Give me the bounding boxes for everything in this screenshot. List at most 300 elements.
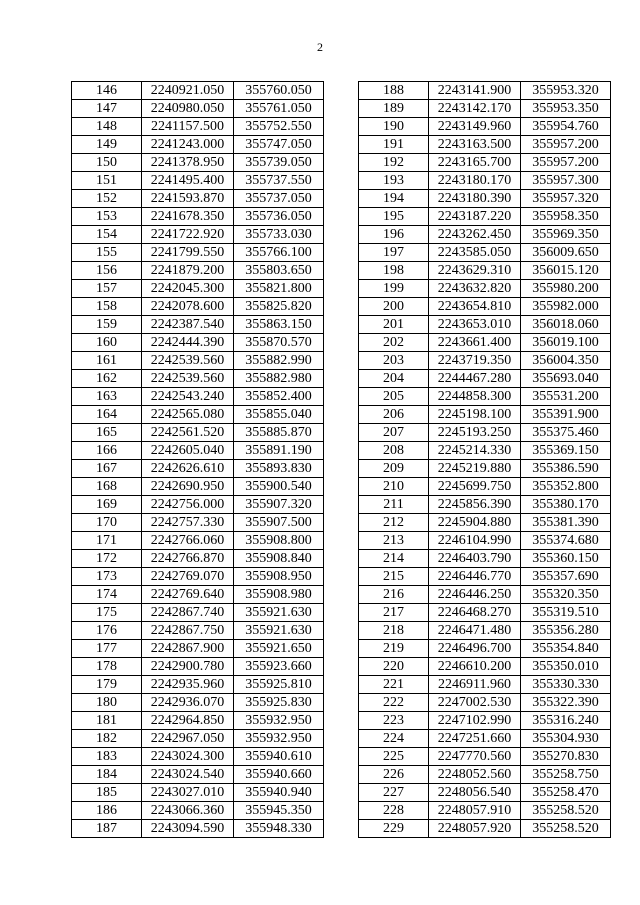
y-coordinate-cell: 355821.800 <box>234 280 324 298</box>
y-coordinate-cell: 356004.350 <box>521 352 611 370</box>
point-number-cell: 165 <box>72 424 142 442</box>
x-coordinate-cell: 2242766.060 <box>142 532 234 550</box>
point-number-cell: 201 <box>359 316 429 334</box>
y-coordinate-cell: 355319.510 <box>521 604 611 622</box>
table-row <box>72 622 324 640</box>
x-coordinate-cell: 2242756.000 <box>142 496 234 514</box>
table-row <box>359 334 611 352</box>
y-coordinate-cell: 355980.200 <box>521 280 611 298</box>
x-coordinate-cell: 2241799.550 <box>142 244 234 262</box>
table-row <box>359 370 611 388</box>
x-coordinate-cell: 2242605.040 <box>142 442 234 460</box>
y-coordinate-cell: 355747.050 <box>234 136 324 154</box>
x-coordinate-cell: 2245198.100 <box>429 406 521 424</box>
x-coordinate-cell: 2243585.050 <box>429 244 521 262</box>
point-number-cell: 228 <box>359 802 429 820</box>
table-row <box>359 262 611 280</box>
x-coordinate-cell: 2241722.920 <box>142 226 234 244</box>
point-number-cell: 163 <box>72 388 142 406</box>
point-number-cell: 176 <box>72 622 142 640</box>
point-number-cell: 161 <box>72 352 142 370</box>
table-row <box>359 658 611 676</box>
point-number-cell: 195 <box>359 208 429 226</box>
point-number-cell: 202 <box>359 334 429 352</box>
x-coordinate-cell: 2243629.310 <box>429 262 521 280</box>
point-number-cell: 200 <box>359 298 429 316</box>
table-row <box>359 784 611 802</box>
x-coordinate-cell: 2246471.480 <box>429 622 521 640</box>
y-coordinate-cell: 355803.650 <box>234 262 324 280</box>
x-coordinate-cell: 2246496.700 <box>429 640 521 658</box>
y-coordinate-cell: 355736.050 <box>234 208 324 226</box>
x-coordinate-cell: 2245856.390 <box>429 496 521 514</box>
table-row <box>359 730 611 748</box>
point-number-cell: 227 <box>359 784 429 802</box>
table-row <box>72 712 324 730</box>
y-coordinate-cell: 355258.520 <box>521 802 611 820</box>
y-coordinate-cell: 355356.280 <box>521 622 611 640</box>
x-coordinate-cell: 2248057.910 <box>429 802 521 820</box>
x-coordinate-cell: 2248057.920 <box>429 820 521 838</box>
point-number-cell: 182 <box>72 730 142 748</box>
point-number-cell: 221 <box>359 676 429 694</box>
table-row <box>359 748 611 766</box>
y-coordinate-cell: 355870.570 <box>234 334 324 352</box>
table-row <box>72 550 324 568</box>
point-number-cell: 188 <box>359 82 429 100</box>
table-row <box>72 766 324 784</box>
point-number-cell: 211 <box>359 496 429 514</box>
table-row <box>359 514 611 532</box>
table-row <box>72 190 324 208</box>
table-row <box>72 676 324 694</box>
table-row <box>72 802 324 820</box>
x-coordinate-cell: 2243632.820 <box>429 280 521 298</box>
point-number-cell: 146 <box>72 82 142 100</box>
x-coordinate-cell: 2244858.300 <box>429 388 521 406</box>
y-coordinate-cell: 355882.980 <box>234 370 324 388</box>
point-number-cell: 187 <box>72 820 142 838</box>
point-number-cell: 173 <box>72 568 142 586</box>
table-row <box>72 334 324 352</box>
table-row <box>359 460 611 478</box>
x-coordinate-cell: 2243024.300 <box>142 748 234 766</box>
y-coordinate-cell: 355908.800 <box>234 532 324 550</box>
x-coordinate-cell: 2246446.770 <box>429 568 521 586</box>
y-coordinate-cell: 355381.390 <box>521 514 611 532</box>
table-row <box>359 226 611 244</box>
x-coordinate-cell: 2243141.900 <box>429 82 521 100</box>
x-coordinate-cell: 2242690.950 <box>142 478 234 496</box>
point-number-cell: 226 <box>359 766 429 784</box>
table-row <box>72 298 324 316</box>
x-coordinate-cell: 2247251.660 <box>429 730 521 748</box>
point-number-cell: 208 <box>359 442 429 460</box>
y-coordinate-cell: 355320.350 <box>521 586 611 604</box>
point-number-cell: 199 <box>359 280 429 298</box>
y-coordinate-cell: 355948.330 <box>234 820 324 838</box>
table-row <box>359 820 611 838</box>
x-coordinate-cell: 2243142.170 <box>429 100 521 118</box>
table-row <box>72 640 324 658</box>
table-row <box>72 208 324 226</box>
table-row <box>359 280 611 298</box>
x-coordinate-cell: 2243661.400 <box>429 334 521 352</box>
y-coordinate-cell: 355893.830 <box>234 460 324 478</box>
point-number-cell: 162 <box>72 370 142 388</box>
table-row <box>359 550 611 568</box>
point-number-cell: 167 <box>72 460 142 478</box>
point-number-cell: 212 <box>359 514 429 532</box>
point-number-cell: 150 <box>72 154 142 172</box>
y-coordinate-cell: 355969.350 <box>521 226 611 244</box>
table-row <box>72 424 324 442</box>
table-row <box>72 280 324 298</box>
table-row <box>359 118 611 136</box>
x-coordinate-cell: 2246468.270 <box>429 604 521 622</box>
y-coordinate-cell: 355766.100 <box>234 244 324 262</box>
x-coordinate-cell: 2242078.600 <box>142 298 234 316</box>
y-coordinate-cell: 355316.240 <box>521 712 611 730</box>
table-row <box>72 658 324 676</box>
y-coordinate-cell: 355852.400 <box>234 388 324 406</box>
y-coordinate-cell: 355322.390 <box>521 694 611 712</box>
x-coordinate-cell: 2242539.560 <box>142 370 234 388</box>
point-number-cell: 179 <box>72 676 142 694</box>
x-coordinate-cell: 2242936.070 <box>142 694 234 712</box>
table-row <box>359 532 611 550</box>
table-row <box>72 442 324 460</box>
table-row <box>72 748 324 766</box>
x-coordinate-cell: 2242900.780 <box>142 658 234 676</box>
point-number-cell: 149 <box>72 136 142 154</box>
point-number-cell: 172 <box>72 550 142 568</box>
y-coordinate-cell: 355354.840 <box>521 640 611 658</box>
table-row <box>72 730 324 748</box>
y-coordinate-cell: 355957.200 <box>521 154 611 172</box>
table-row <box>72 514 324 532</box>
y-coordinate-cell: 355940.660 <box>234 766 324 784</box>
x-coordinate-cell: 2245219.880 <box>429 460 521 478</box>
x-coordinate-cell: 2245904.880 <box>429 514 521 532</box>
y-coordinate-cell: 355921.630 <box>234 604 324 622</box>
y-coordinate-cell: 355907.320 <box>234 496 324 514</box>
point-number-cell: 217 <box>359 604 429 622</box>
point-number-cell: 192 <box>359 154 429 172</box>
y-coordinate-cell: 355733.030 <box>234 226 324 244</box>
y-coordinate-cell: 355957.200 <box>521 136 611 154</box>
point-number-cell: 193 <box>359 172 429 190</box>
table-row <box>72 388 324 406</box>
point-number-cell: 204 <box>359 370 429 388</box>
table-row <box>72 586 324 604</box>
table-row <box>72 136 324 154</box>
x-coordinate-cell: 2242769.640 <box>142 586 234 604</box>
point-number-cell: 220 <box>359 658 429 676</box>
table-row <box>359 154 611 172</box>
x-coordinate-cell: 2242757.330 <box>142 514 234 532</box>
y-coordinate-cell: 355391.900 <box>521 406 611 424</box>
y-coordinate-cell: 355958.350 <box>521 208 611 226</box>
table-row <box>72 226 324 244</box>
table-row <box>359 802 611 820</box>
point-number-cell: 218 <box>359 622 429 640</box>
point-number-cell: 148 <box>72 118 142 136</box>
x-coordinate-cell: 2242867.750 <box>142 622 234 640</box>
table-row <box>359 568 611 586</box>
table-row <box>359 82 611 100</box>
x-coordinate-cell: 2243149.960 <box>429 118 521 136</box>
x-coordinate-cell: 2248052.560 <box>429 766 521 784</box>
y-coordinate-cell: 355953.350 <box>521 100 611 118</box>
table-row <box>72 82 324 100</box>
x-coordinate-cell: 2240921.050 <box>142 82 234 100</box>
y-coordinate-cell: 355953.320 <box>521 82 611 100</box>
table-row <box>359 172 611 190</box>
point-number-cell: 170 <box>72 514 142 532</box>
y-coordinate-cell: 355908.840 <box>234 550 324 568</box>
point-number-cell: 191 <box>359 136 429 154</box>
x-coordinate-cell: 2245193.250 <box>429 424 521 442</box>
y-coordinate-cell: 355258.470 <box>521 784 611 802</box>
y-coordinate-cell: 355739.050 <box>234 154 324 172</box>
y-coordinate-cell: 355258.750 <box>521 766 611 784</box>
x-coordinate-cell: 2243653.010 <box>429 316 521 334</box>
table-row <box>359 424 611 442</box>
table-row <box>359 352 611 370</box>
y-coordinate-cell: 355907.500 <box>234 514 324 532</box>
table-row <box>72 784 324 802</box>
y-coordinate-cell: 355954.760 <box>521 118 611 136</box>
y-coordinate-cell: 356018.060 <box>521 316 611 334</box>
y-coordinate-cell: 355693.040 <box>521 370 611 388</box>
point-number-cell: 190 <box>359 118 429 136</box>
point-number-cell: 164 <box>72 406 142 424</box>
x-coordinate-cell: 2243187.220 <box>429 208 521 226</box>
y-coordinate-cell: 355825.820 <box>234 298 324 316</box>
table-row <box>72 316 324 334</box>
point-number-cell: 147 <box>72 100 142 118</box>
table-row <box>72 370 324 388</box>
table-row <box>359 712 611 730</box>
y-coordinate-cell: 355925.810 <box>234 676 324 694</box>
table-row <box>72 172 324 190</box>
point-number-cell: 151 <box>72 172 142 190</box>
table-row <box>72 604 324 622</box>
point-number-cell: 224 <box>359 730 429 748</box>
y-coordinate-cell: 355940.610 <box>234 748 324 766</box>
x-coordinate-cell: 2246403.790 <box>429 550 521 568</box>
point-number-cell: 169 <box>72 496 142 514</box>
point-number-cell: 229 <box>359 820 429 838</box>
point-number-cell: 159 <box>72 316 142 334</box>
point-number-cell: 203 <box>359 352 429 370</box>
x-coordinate-cell: 2244467.280 <box>429 370 521 388</box>
table-row <box>72 694 324 712</box>
table-row <box>359 604 611 622</box>
x-coordinate-cell: 2240980.050 <box>142 100 234 118</box>
x-coordinate-cell: 2242626.610 <box>142 460 234 478</box>
point-number-cell: 153 <box>72 208 142 226</box>
y-coordinate-cell: 355982.000 <box>521 298 611 316</box>
x-coordinate-cell: 2242543.240 <box>142 388 234 406</box>
point-number-cell: 194 <box>359 190 429 208</box>
y-coordinate-cell: 355863.150 <box>234 316 324 334</box>
point-number-cell: 152 <box>72 190 142 208</box>
table-row <box>359 478 611 496</box>
page-number: 2 <box>317 40 323 54</box>
point-number-cell: 196 <box>359 226 429 244</box>
point-number-cell: 166 <box>72 442 142 460</box>
y-coordinate-cell: 355921.650 <box>234 640 324 658</box>
y-coordinate-cell: 355375.460 <box>521 424 611 442</box>
x-coordinate-cell: 2246610.200 <box>429 658 521 676</box>
y-coordinate-cell: 355752.550 <box>234 118 324 136</box>
point-number-cell: 189 <box>359 100 429 118</box>
y-coordinate-cell: 355386.590 <box>521 460 611 478</box>
y-coordinate-cell: 355945.350 <box>234 802 324 820</box>
x-coordinate-cell: 2242539.560 <box>142 352 234 370</box>
table-row <box>72 478 324 496</box>
y-coordinate-cell: 355957.320 <box>521 190 611 208</box>
point-number-cell: 156 <box>72 262 142 280</box>
coordinate-table-right <box>358 81 611 838</box>
point-number-cell: 160 <box>72 334 142 352</box>
point-number-cell: 178 <box>72 658 142 676</box>
point-number-cell: 186 <box>72 802 142 820</box>
x-coordinate-cell: 2242964.850 <box>142 712 234 730</box>
table-row <box>359 406 611 424</box>
y-coordinate-cell: 355940.940 <box>234 784 324 802</box>
table-row <box>359 622 611 640</box>
y-coordinate-cell: 355360.150 <box>521 550 611 568</box>
y-coordinate-cell: 355352.800 <box>521 478 611 496</box>
y-coordinate-cell: 355760.050 <box>234 82 324 100</box>
y-coordinate-cell: 355330.330 <box>521 676 611 694</box>
table-row <box>359 496 611 514</box>
y-coordinate-cell: 355304.930 <box>521 730 611 748</box>
x-coordinate-cell: 2242967.050 <box>142 730 234 748</box>
x-coordinate-cell: 2246104.990 <box>429 532 521 550</box>
point-number-cell: 171 <box>72 532 142 550</box>
x-coordinate-cell: 2241378.950 <box>142 154 234 172</box>
table-row <box>359 586 611 604</box>
x-coordinate-cell: 2242565.080 <box>142 406 234 424</box>
point-number-cell: 225 <box>359 748 429 766</box>
y-coordinate-cell: 356009.650 <box>521 244 611 262</box>
y-coordinate-cell: 355350.010 <box>521 658 611 676</box>
table-row <box>72 352 324 370</box>
table-row <box>359 136 611 154</box>
table-row <box>72 532 324 550</box>
x-coordinate-cell: 2243180.390 <box>429 190 521 208</box>
y-coordinate-cell: 355932.950 <box>234 712 324 730</box>
y-coordinate-cell: 356019.100 <box>521 334 611 352</box>
point-number-cell: 185 <box>72 784 142 802</box>
y-coordinate-cell: 355369.150 <box>521 442 611 460</box>
table-row <box>72 820 324 838</box>
point-number-cell: 198 <box>359 262 429 280</box>
x-coordinate-cell: 2242561.520 <box>142 424 234 442</box>
point-number-cell: 206 <box>359 406 429 424</box>
point-number-cell: 155 <box>72 244 142 262</box>
point-number-cell: 180 <box>72 694 142 712</box>
table-row <box>72 244 324 262</box>
point-number-cell: 219 <box>359 640 429 658</box>
y-coordinate-cell: 355891.190 <box>234 442 324 460</box>
table-row <box>359 388 611 406</box>
y-coordinate-cell: 355761.050 <box>234 100 324 118</box>
point-number-cell: 210 <box>359 478 429 496</box>
table-row <box>359 316 611 334</box>
y-coordinate-cell: 355380.170 <box>521 496 611 514</box>
y-coordinate-cell: 355923.660 <box>234 658 324 676</box>
table-row <box>359 190 611 208</box>
table-row <box>72 262 324 280</box>
point-number-cell: 215 <box>359 568 429 586</box>
x-coordinate-cell: 2242387.540 <box>142 316 234 334</box>
x-coordinate-cell: 2246911.960 <box>429 676 521 694</box>
point-number-cell: 168 <box>72 478 142 496</box>
y-coordinate-cell: 355900.540 <box>234 478 324 496</box>
point-number-cell: 213 <box>359 532 429 550</box>
table-row <box>72 496 324 514</box>
x-coordinate-cell: 2246446.250 <box>429 586 521 604</box>
x-coordinate-cell: 2242766.870 <box>142 550 234 568</box>
point-number-cell: 183 <box>72 748 142 766</box>
x-coordinate-cell: 2247002.530 <box>429 694 521 712</box>
x-coordinate-cell: 2243066.360 <box>142 802 234 820</box>
point-number-cell: 181 <box>72 712 142 730</box>
point-number-cell: 207 <box>359 424 429 442</box>
y-coordinate-cell: 355921.630 <box>234 622 324 640</box>
table-row <box>72 568 324 586</box>
point-number-cell: 223 <box>359 712 429 730</box>
x-coordinate-cell: 2243654.810 <box>429 298 521 316</box>
point-number-cell: 197 <box>359 244 429 262</box>
x-coordinate-cell: 2247102.990 <box>429 712 521 730</box>
y-coordinate-cell: 355882.990 <box>234 352 324 370</box>
point-number-cell: 157 <box>72 280 142 298</box>
x-coordinate-cell: 2242444.390 <box>142 334 234 352</box>
x-coordinate-cell: 2242867.900 <box>142 640 234 658</box>
point-number-cell: 184 <box>72 766 142 784</box>
table-row <box>359 676 611 694</box>
x-coordinate-cell: 2243027.010 <box>142 784 234 802</box>
y-coordinate-cell: 355270.830 <box>521 748 611 766</box>
point-number-cell: 205 <box>359 388 429 406</box>
point-number-cell: 154 <box>72 226 142 244</box>
table-row <box>72 118 324 136</box>
x-coordinate-cell: 2245699.750 <box>429 478 521 496</box>
x-coordinate-cell: 2241879.200 <box>142 262 234 280</box>
y-coordinate-cell: 355957.300 <box>521 172 611 190</box>
table-row <box>359 766 611 784</box>
y-coordinate-cell: 355374.680 <box>521 532 611 550</box>
y-coordinate-cell: 355908.950 <box>234 568 324 586</box>
x-coordinate-cell: 2243024.540 <box>142 766 234 784</box>
y-coordinate-cell: 355932.950 <box>234 730 324 748</box>
y-coordinate-cell: 355925.830 <box>234 694 324 712</box>
x-coordinate-cell: 2242769.070 <box>142 568 234 586</box>
x-coordinate-cell: 2242935.960 <box>142 676 234 694</box>
point-number-cell: 209 <box>359 460 429 478</box>
table-row <box>72 460 324 478</box>
x-coordinate-cell: 2243163.500 <box>429 136 521 154</box>
x-coordinate-cell: 2243262.450 <box>429 226 521 244</box>
table-row <box>72 100 324 118</box>
table-row <box>359 640 611 658</box>
